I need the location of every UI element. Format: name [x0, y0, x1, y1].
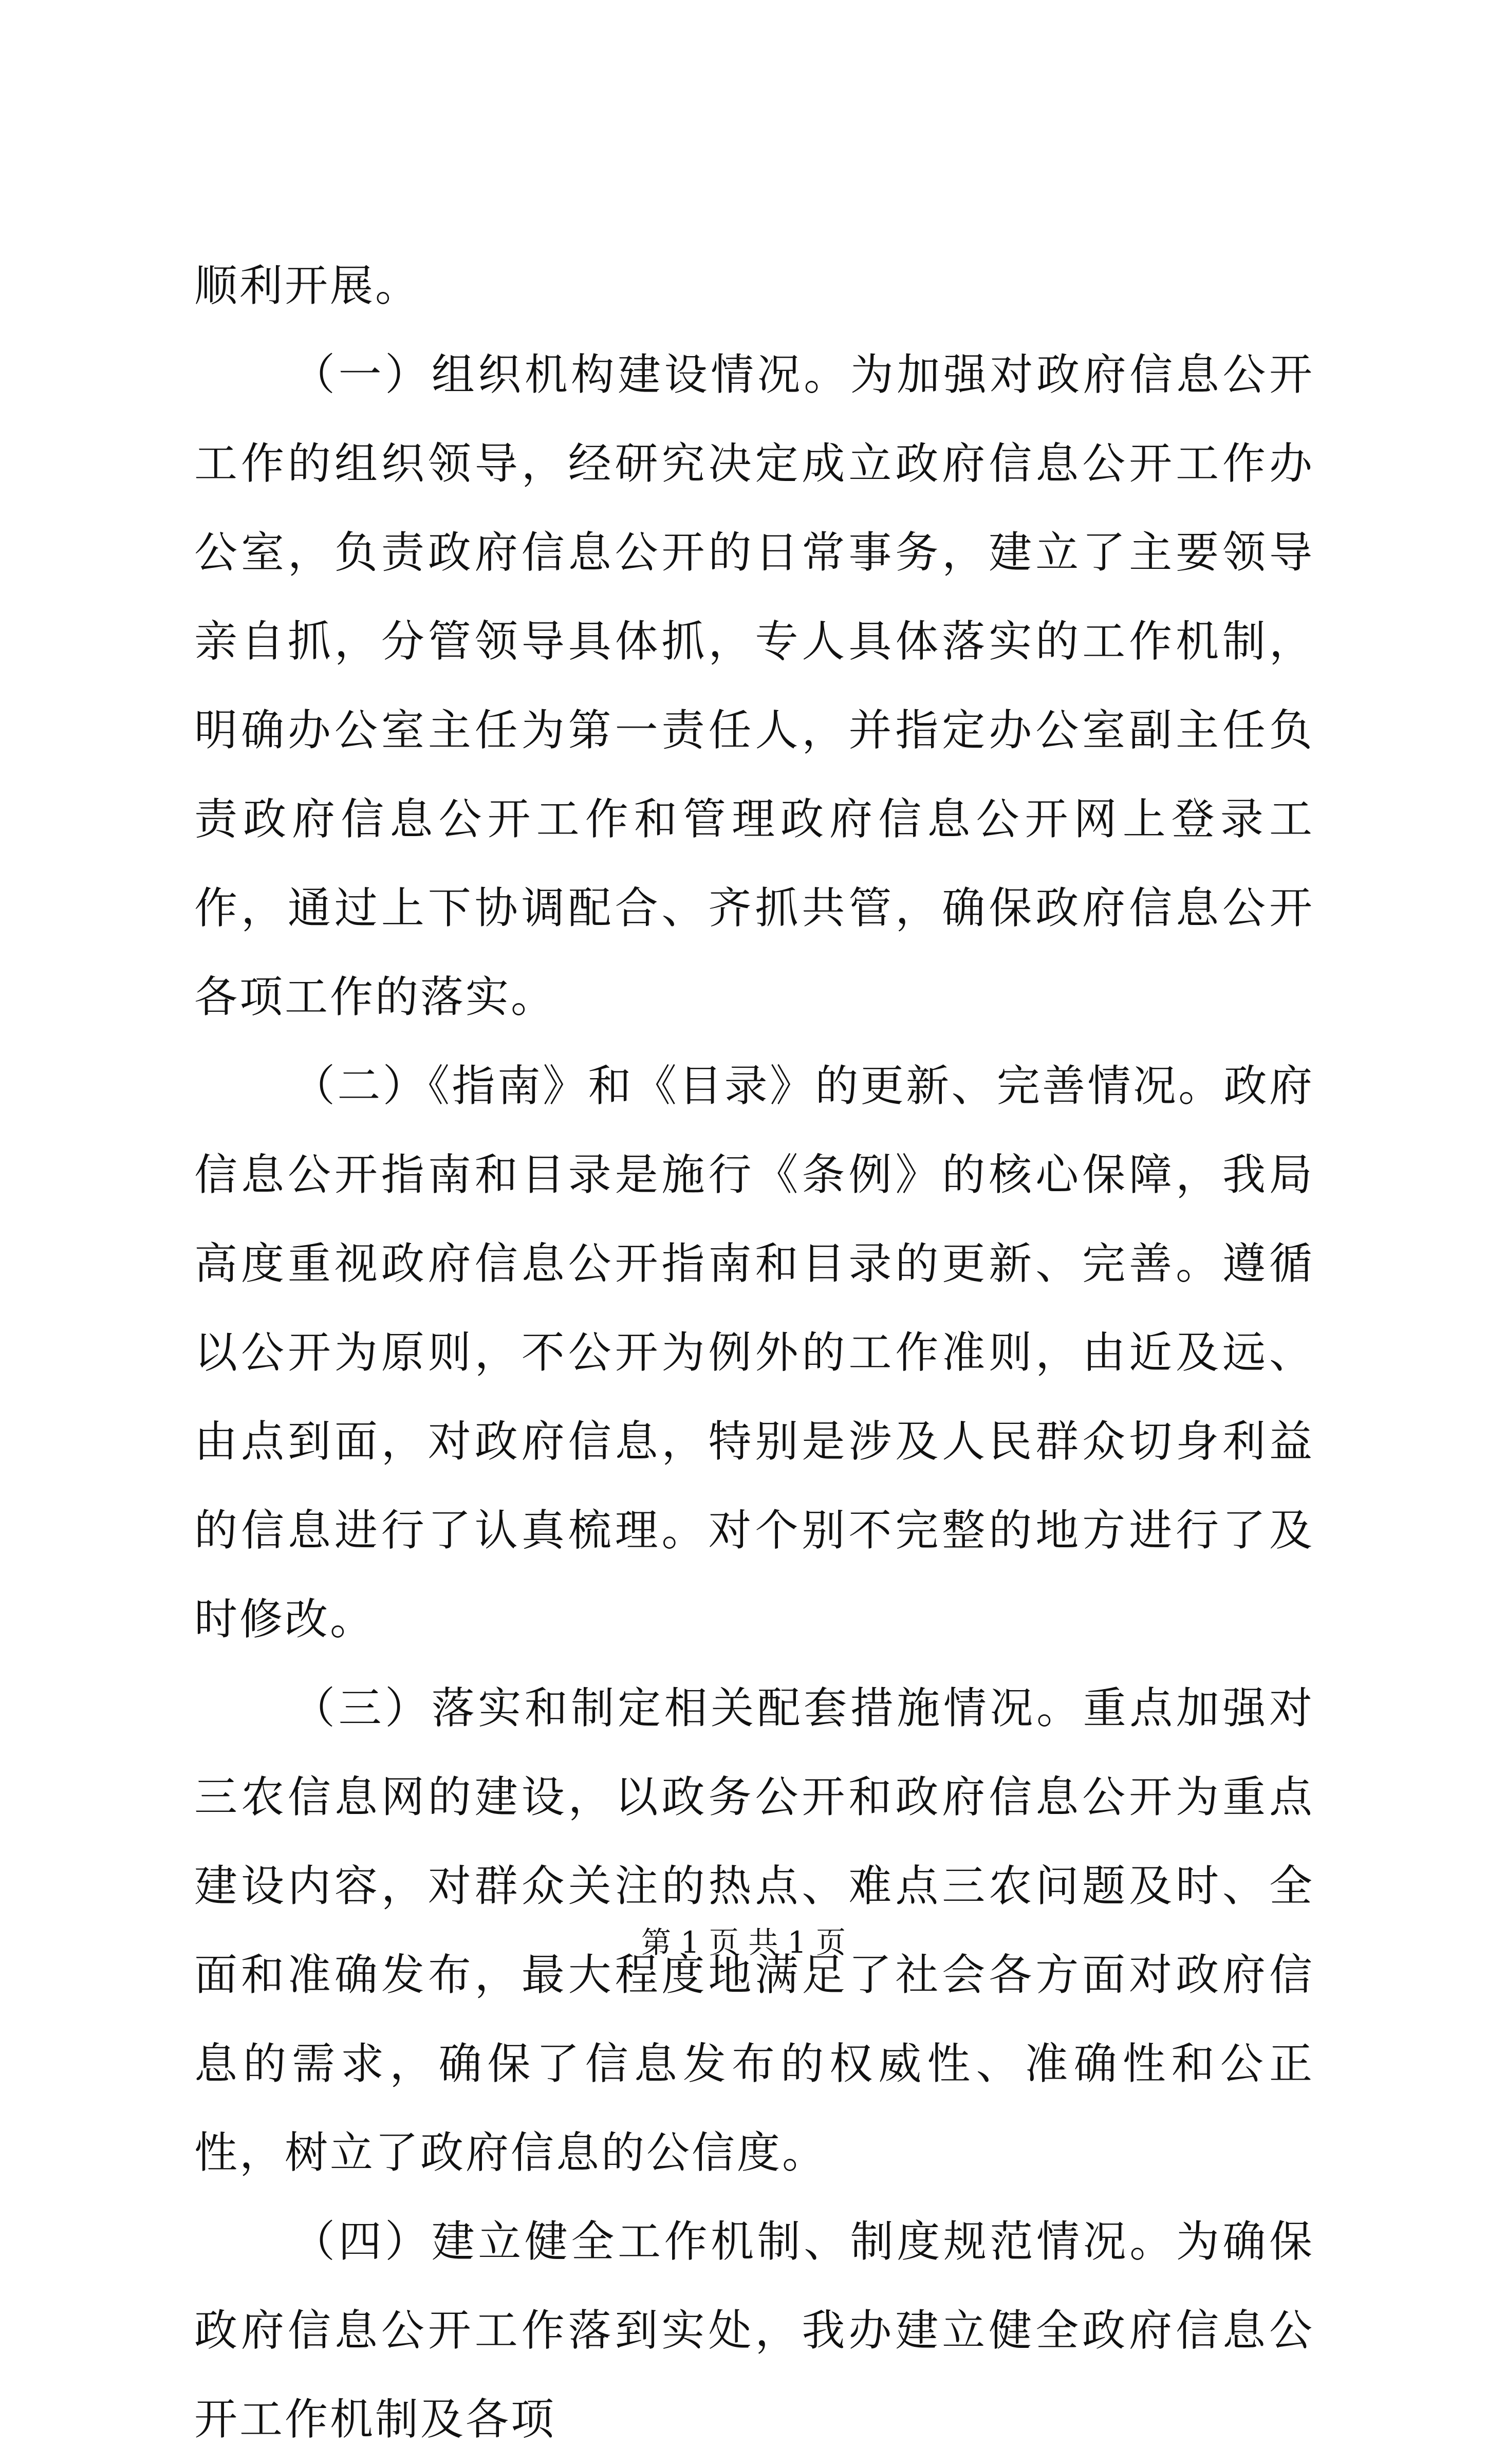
paragraph-organization: （一）组织机构建设情况。为加强对政府信息公开工作的组织领导，经研究决定成立政府信息公开工作办公室，负责政府信息公开的日常事务，建立了主要领导亲自抓，分管领导具体抓，专人具体落实的工作机制，明确办公室主任为第一责任人，并指定办公室副主任负责政府信息公开工作和管理政府信息公开网上登录工作，通过上下协调配合、齐抓共管，确保政府信息公开各项工作的落实。 — [194, 349, 1314, 1022]
paragraph-continuation: 顺利开展。 — [194, 261, 421, 311]
paragraph-work-mechanism: （四）建立健全工作机制、制度规范情况。为确保政府信息公开工作落到实处，我办建立健全政府信息公开工作机制及各项 — [194, 2216, 1314, 2444]
paragraph-guide-catalog: （二）《指南》和《目录》的更新、完善情况。政府信息公开指南和目录是施行《条例》的核心保障，我局高度重视政府信息公开指南和目录的更新、完善。遵循以公开为原则，不公开为例外的工作准则，由近及远、由点到面，对政府信息，特别是涉及人民群众切身利益的信息进行了认真梳理。对个别不完整的地方进行了及时修改。 — [194, 1061, 1314, 1644]
paragraph-supporting-measures: （三）落实和制定相关配套措施情况。重点加强对三农信息网的建设，以政务公开和政府信息公开为重点建设内容，对群众关注的热点、难点三农问题及时、全面和准确发布，最大程度地满足了社会各方面对政府信息的需求，确保了信息发布的权威性、准确性和公正性，树立了政府信息的公信度。 — [194, 1683, 1314, 2178]
page-number-footer: 第 1 页 共 1 页 — [641, 1925, 846, 1960]
document-body — [194, 242, 1314, 2464]
